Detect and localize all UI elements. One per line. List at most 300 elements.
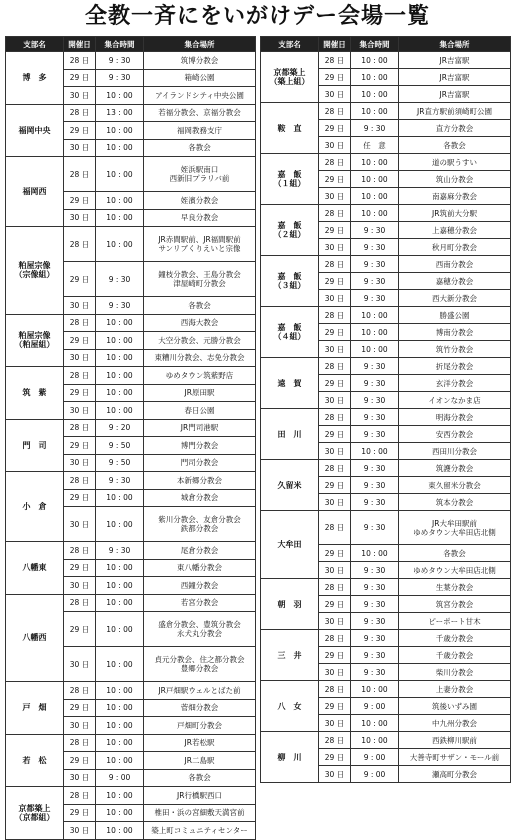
time-cell: 10 : 00 (96, 314, 144, 332)
date-cell: 28 日 (319, 52, 351, 69)
place-cell: 各教会 (144, 769, 256, 787)
table-row (6, 734, 256, 752)
page-title: 全教一斉にをいがけデー会場一覧 (84, 4, 430, 29)
place-cell: 柴川分教会 (399, 664, 511, 681)
date-cell: 28 日 (64, 787, 96, 805)
table-row (6, 157, 256, 192)
date-cell: 29 日 (319, 120, 351, 137)
place-cell: 各教会 (399, 545, 511, 562)
place-cell: ピーポート甘木 (399, 613, 511, 630)
place-cell: 勝盛公園 (399, 307, 511, 324)
time-cell: 10 : 00 (351, 324, 399, 341)
place-cell: JR筑前大分駅 (399, 205, 511, 222)
branch-name: 嘉 飯 （４組） (261, 307, 319, 358)
place-cell: JR門司港駅 (144, 419, 256, 437)
place-cell: JR二島駅 (144, 752, 256, 770)
date-cell: 29 日 (64, 69, 96, 87)
date-cell: 30 日 (319, 239, 351, 256)
branch-name: 柳 川 (261, 732, 319, 783)
time-cell: 10 : 00 (351, 69, 399, 86)
table-row (261, 307, 511, 324)
place-cell: ゆめタウン大牟田店北側 (399, 562, 511, 579)
place-cell: 鐘枝分教会、王島分教会 津屋崎町分教会 (144, 262, 256, 297)
date-cell: 30 日 (64, 139, 96, 157)
date-cell: 29 日 (64, 384, 96, 402)
place-cell: アイランドシティ中央公園 (144, 87, 256, 105)
date-cell: 30 日 (64, 297, 96, 315)
table-row (6, 594, 256, 612)
place-cell: 千歳分教会 (399, 647, 511, 664)
place-cell: JR戸畑駅ウェルとばた前 (144, 682, 256, 700)
date-cell: 29 日 (319, 273, 351, 290)
date-cell: 29 日 (64, 332, 96, 350)
header-branch: 支部名 (6, 37, 64, 52)
place-cell: JR原田駅 (144, 384, 256, 402)
place-cell: 明海分教会 (399, 409, 511, 426)
time-cell: 10 : 00 (96, 804, 144, 822)
table-row (261, 630, 511, 647)
time-cell: 10 : 00 (96, 87, 144, 105)
time-cell: 10 : 00 (96, 682, 144, 700)
place-cell: 西鉄柳川駅前 (399, 732, 511, 749)
branch-name: 八 女 (261, 681, 319, 732)
place-cell: 生葉分教会 (399, 579, 511, 596)
date-cell: 28 日 (64, 314, 96, 332)
time-cell: 9 : 30 (96, 542, 144, 560)
date-cell: 28 日 (64, 734, 96, 752)
branch-name: 若 松 (6, 734, 64, 787)
date-cell: 29 日 (64, 559, 96, 577)
branch-name: 田 川 (261, 409, 319, 460)
date-cell: 29 日 (319, 698, 351, 715)
time-cell: 9 : 30 (351, 664, 399, 681)
date-cell: 30 日 (319, 290, 351, 307)
table-row (6, 542, 256, 560)
time-cell: 10 : 00 (351, 154, 399, 171)
date-cell: 28 日 (319, 460, 351, 477)
time-cell: 10 : 00 (351, 103, 399, 120)
time-cell: 9 : 30 (96, 52, 144, 70)
time-cell: 9 : 30 (351, 630, 399, 647)
header-time: 集合時間 (351, 37, 399, 52)
place-cell: 博門分教会 (144, 437, 256, 455)
time-cell: 10 : 00 (96, 139, 144, 157)
date-cell: 30 日 (64, 209, 96, 227)
place-cell: 筑竹分教会 (399, 341, 511, 358)
place-cell: 西南分教会 (399, 256, 511, 273)
place-cell: 箱崎公園 (144, 69, 256, 87)
date-cell: 28 日 (319, 511, 351, 545)
place-cell: 道の駅うすい (399, 154, 511, 171)
place-cell: ゆめタウン筑紫野店 (144, 367, 256, 385)
date-cell: 30 日 (64, 822, 96, 840)
time-cell: 10 : 00 (351, 188, 399, 205)
date-cell: 29 日 (64, 752, 96, 770)
date-cell: 30 日 (64, 769, 96, 787)
time-cell: 10 : 00 (96, 612, 144, 647)
date-cell: 30 日 (64, 349, 96, 367)
branch-name: 福岡中央 (6, 104, 64, 157)
table-row (6, 367, 256, 385)
time-cell: 9 : 30 (351, 494, 399, 511)
date-cell: 30 日 (319, 613, 351, 630)
branch-name: 三 井 (261, 630, 319, 681)
time-cell: 9 : 20 (96, 419, 144, 437)
header-place: 集合場所 (399, 37, 511, 52)
place-cell: 直方分教会 (399, 120, 511, 137)
place-cell: JR大牟田駅前 ゆめタウン大牟田店北側 (399, 511, 511, 545)
schedule-table-left (5, 36, 256, 840)
place-cell: 姪浜駅南口 西新旧プラリバ前 (144, 157, 256, 192)
table-row (261, 409, 511, 426)
branch-name: 京都築上 （京都組） (6, 787, 64, 840)
branch-name: 粕屋宗像 （宗像組） (6, 227, 64, 315)
time-cell: 9 : 30 (96, 472, 144, 490)
date-cell: 28 日 (64, 472, 96, 490)
place-cell: 玄洋分教会 (399, 375, 511, 392)
place-cell: 大善寺町サザン・モール前 (399, 749, 511, 766)
place-cell: 大空分教会、元勝分教会 (144, 332, 256, 350)
time-cell: 10 : 00 (96, 332, 144, 350)
date-cell: 29 日 (319, 426, 351, 443)
place-cell: イオンなかま店 (399, 392, 511, 409)
place-cell: 姪濱分教会 (144, 192, 256, 210)
table-row (261, 103, 511, 120)
time-cell: 10 : 00 (96, 384, 144, 402)
time-cell: 9 : 30 (351, 222, 399, 239)
place-cell: 城倉分教会 (144, 489, 256, 507)
place-cell: 若宮分教会 (144, 594, 256, 612)
time-cell: 9 : 30 (96, 262, 144, 297)
header-branch: 支部名 (261, 37, 319, 52)
place-cell: JR若松駅 (144, 734, 256, 752)
date-cell: 28 日 (319, 630, 351, 647)
time-cell: 9 : 00 (351, 766, 399, 783)
branch-name: 朝 羽 (261, 579, 319, 630)
place-cell: 春日公園 (144, 402, 256, 420)
table-row (6, 104, 256, 122)
time-cell: 9 : 30 (351, 426, 399, 443)
time-cell: 10 : 00 (96, 559, 144, 577)
date-cell: 29 日 (64, 437, 96, 455)
date-cell: 28 日 (319, 732, 351, 749)
date-cell: 30 日 (64, 87, 96, 105)
branch-name: 筑 紫 (6, 367, 64, 420)
schedule-table-right (260, 36, 511, 783)
time-cell: 10 : 00 (96, 752, 144, 770)
time-cell: 10 : 00 (96, 822, 144, 840)
place-cell: 安西分教会 (399, 426, 511, 443)
date-cell: 28 日 (64, 367, 96, 385)
date-cell: 30 日 (319, 766, 351, 783)
date-cell: 29 日 (319, 545, 351, 562)
date-cell: 28 日 (319, 409, 351, 426)
time-cell: 9 : 30 (351, 273, 399, 290)
table-row (6, 314, 256, 332)
place-cell: 福岡教務支庁 (144, 122, 256, 140)
time-cell: 9 : 30 (351, 290, 399, 307)
date-cell: 29 日 (64, 699, 96, 717)
place-cell: 西鐘分教会 (144, 577, 256, 595)
time-cell: 10 : 00 (351, 545, 399, 562)
date-cell: 28 日 (64, 227, 96, 262)
place-cell: 上妻分教会 (399, 681, 511, 698)
time-cell: 10 : 00 (96, 122, 144, 140)
table-row (6, 472, 256, 490)
place-cell: 西田川分教会 (399, 443, 511, 460)
place-cell: 各教会 (144, 297, 256, 315)
date-cell: 28 日 (64, 104, 96, 122)
time-cell: 10 : 00 (96, 699, 144, 717)
table-row (261, 205, 511, 222)
place-cell: 菅畑分教会 (144, 699, 256, 717)
branch-name: 大牟田 (261, 511, 319, 579)
time-cell: 任 意 (351, 137, 399, 154)
date-cell: 30 日 (64, 717, 96, 735)
table-row (6, 787, 256, 805)
time-cell: 13 : 00 (96, 104, 144, 122)
time-cell: 10 : 00 (351, 205, 399, 222)
time-cell: 9 : 00 (351, 749, 399, 766)
date-cell: 29 日 (319, 69, 351, 86)
date-cell: 30 日 (319, 188, 351, 205)
time-cell: 9 : 30 (351, 256, 399, 273)
date-cell: 30 日 (319, 137, 351, 154)
time-cell: 10 : 00 (96, 367, 144, 385)
time-cell: 10 : 00 (96, 349, 144, 367)
time-cell: 9 : 30 (351, 358, 399, 375)
place-cell: 筑博分教会 (144, 52, 256, 70)
date-cell: 28 日 (64, 52, 96, 70)
date-cell: 30 日 (64, 577, 96, 595)
place-cell: 若福分教会、京福分教会 (144, 104, 256, 122)
place-cell: 各教会 (144, 139, 256, 157)
time-cell: 10 : 00 (351, 171, 399, 188)
branch-name: 門 司 (6, 419, 64, 472)
date-cell: 29 日 (64, 262, 96, 297)
time-cell: 9 : 30 (351, 613, 399, 630)
place-cell: JR吉富駅 (399, 86, 511, 103)
date-cell: 29 日 (319, 647, 351, 664)
header-date: 開催日 (64, 37, 96, 52)
place-cell: 門司分教会 (144, 454, 256, 472)
time-cell: 9 : 30 (96, 69, 144, 87)
time-cell: 9 : 30 (351, 120, 399, 137)
date-cell: 28 日 (64, 682, 96, 700)
branch-name: 福岡西 (6, 157, 64, 227)
time-cell: 10 : 00 (96, 594, 144, 612)
date-cell: 29 日 (64, 192, 96, 210)
date-cell: 30 日 (319, 341, 351, 358)
table-row (6, 682, 256, 700)
time-cell: 9 : 00 (351, 698, 399, 715)
place-cell: 筑宮分教会 (399, 596, 511, 613)
time-cell: 10 : 00 (96, 157, 144, 192)
place-cell: 築上町コミュニティセンター (144, 822, 256, 840)
date-cell: 29 日 (319, 171, 351, 188)
date-cell: 30 日 (319, 715, 351, 732)
branch-name: 戸 畑 (6, 682, 64, 735)
time-cell: 10 : 00 (351, 715, 399, 732)
time-cell: 9 : 50 (96, 454, 144, 472)
date-cell: 29 日 (64, 122, 96, 140)
branch-name: 粕屋宗像 （粕屋組） (6, 314, 64, 367)
branch-name: 嘉 飯 （２組） (261, 205, 319, 256)
date-cell: 30 日 (319, 443, 351, 460)
date-cell: 28 日 (319, 681, 351, 698)
date-cell: 29 日 (319, 375, 351, 392)
place-cell: 紫川分教会、友倉分教会 鉄都分教会 (144, 507, 256, 542)
time-cell: 9 : 30 (351, 460, 399, 477)
place-cell: 椎田・浜の宮細敷天満宮前 (144, 804, 256, 822)
place-cell: 嘉穂分教会 (399, 273, 511, 290)
table-row (6, 227, 256, 262)
time-cell: 10 : 00 (351, 732, 399, 749)
place-cell: 西海大教会 (144, 314, 256, 332)
place-cell: 東糟川分教会、志免分教会 (144, 349, 256, 367)
place-cell: 戸畑町分教会 (144, 717, 256, 735)
time-cell: 9 : 30 (351, 239, 399, 256)
place-cell: 筑後いずみ園 (399, 698, 511, 715)
date-cell: 29 日 (319, 477, 351, 494)
time-cell: 10 : 00 (351, 52, 399, 69)
date-cell: 30 日 (64, 507, 96, 542)
place-cell: 東久留米分教会 (399, 477, 511, 494)
place-cell: 中九州分教会 (399, 715, 511, 732)
time-cell: 10 : 00 (351, 341, 399, 358)
time-cell: 9 : 30 (96, 297, 144, 315)
time-cell: 10 : 00 (96, 734, 144, 752)
date-cell: 30 日 (319, 86, 351, 103)
place-cell: 南嘉麻分教会 (399, 188, 511, 205)
date-cell: 28 日 (64, 157, 96, 192)
date-cell: 28 日 (64, 594, 96, 612)
place-cell: 西大新分教会 (399, 290, 511, 307)
time-cell: 10 : 00 (96, 489, 144, 507)
time-cell: 9 : 30 (351, 477, 399, 494)
place-cell: 博南分教会 (399, 324, 511, 341)
date-cell: 30 日 (64, 454, 96, 472)
place-cell: 盛倉分教会、豊筑分教会 永犬丸分教会 (144, 612, 256, 647)
place-cell: 筑山分教会 (399, 171, 511, 188)
table-row (261, 52, 511, 69)
time-cell: 10 : 00 (96, 192, 144, 210)
place-cell: 貞元分教会、住之都分教会 豊郷分教会 (144, 647, 256, 682)
date-cell: 30 日 (319, 392, 351, 409)
time-cell: 9 : 50 (96, 437, 144, 455)
date-cell: 29 日 (64, 612, 96, 647)
branch-name: 鞍 直 (261, 103, 319, 154)
time-cell: 10 : 00 (96, 209, 144, 227)
time-cell: 9 : 30 (351, 409, 399, 426)
date-cell: 30 日 (64, 402, 96, 420)
time-cell: 10 : 00 (96, 647, 144, 682)
time-cell: 10 : 00 (96, 717, 144, 735)
time-cell: 10 : 00 (351, 307, 399, 324)
date-cell: 28 日 (319, 103, 351, 120)
branch-name: 京都築上 （築上組） (261, 52, 319, 103)
place-cell: 秋月町分教会 (399, 239, 511, 256)
time-cell: 10 : 00 (351, 681, 399, 698)
branch-name: 小 倉 (6, 472, 64, 542)
place-cell: 筑護分教会 (399, 460, 511, 477)
time-cell: 10 : 00 (96, 577, 144, 595)
table-row (261, 681, 511, 698)
table-header-row (6, 37, 256, 52)
table-row (261, 358, 511, 375)
time-cell: 10 : 00 (96, 507, 144, 542)
branch-name: 嘉 飯 （３組） (261, 256, 319, 307)
date-cell: 29 日 (319, 324, 351, 341)
date-cell: 29 日 (319, 222, 351, 239)
date-cell: 28 日 (319, 307, 351, 324)
table-row (6, 419, 256, 437)
place-cell: JR吉富駅 (399, 69, 511, 86)
date-cell: 29 日 (64, 804, 96, 822)
place-cell: 筑本分教会 (399, 494, 511, 511)
place-cell: 千歳分教会 (399, 630, 511, 647)
branch-name: 八幡西 (6, 594, 64, 682)
time-cell: 10 : 00 (96, 787, 144, 805)
date-cell: 28 日 (319, 256, 351, 273)
date-cell: 28 日 (319, 154, 351, 171)
time-cell: 9 : 30 (351, 647, 399, 664)
place-cell: JR行橋駅西口 (144, 787, 256, 805)
table-row (6, 52, 256, 70)
date-cell: 30 日 (319, 494, 351, 511)
place-cell: 上嘉穂分教会 (399, 222, 511, 239)
table-row (261, 460, 511, 477)
date-cell: 29 日 (64, 489, 96, 507)
table-row (261, 579, 511, 596)
place-cell: 尾倉分教会 (144, 542, 256, 560)
place-cell: 折尾分教会 (399, 358, 511, 375)
branch-name: 遠 賀 (261, 358, 319, 409)
time-cell: 9 : 30 (351, 375, 399, 392)
date-cell: 28 日 (319, 358, 351, 375)
place-cell: 東八幡分教会 (144, 559, 256, 577)
time-cell: 10 : 00 (351, 443, 399, 460)
time-cell: 10 : 00 (96, 402, 144, 420)
branch-name: 久留米 (261, 460, 319, 511)
time-cell: 9 : 00 (96, 769, 144, 787)
date-cell: 30 日 (319, 562, 351, 579)
time-cell: 9 : 30 (351, 579, 399, 596)
time-cell: 10 : 00 (351, 86, 399, 103)
branch-name: 博 多 (6, 52, 64, 105)
branch-name: 八幡東 (6, 542, 64, 595)
date-cell: 29 日 (319, 596, 351, 613)
time-cell: 9 : 30 (351, 392, 399, 409)
place-cell: 早良分教会 (144, 209, 256, 227)
table-row (261, 256, 511, 273)
date-cell: 28 日 (64, 419, 96, 437)
date-cell: 30 日 (64, 647, 96, 682)
header-place: 集合場所 (144, 37, 256, 52)
table-row (261, 511, 511, 545)
place-cell: JR赤間駅前、JR福間駅前 サンリブくりえいと宗像 (144, 227, 256, 262)
time-cell: 9 : 30 (351, 511, 399, 545)
time-cell: 9 : 30 (351, 562, 399, 579)
header-time: 集合時間 (96, 37, 144, 52)
date-cell: 30 日 (319, 664, 351, 681)
table-header-row (261, 37, 511, 52)
time-cell: 9 : 30 (351, 596, 399, 613)
date-cell: 29 日 (319, 749, 351, 766)
date-cell: 28 日 (64, 542, 96, 560)
table-row (261, 154, 511, 171)
table-row (261, 732, 511, 749)
